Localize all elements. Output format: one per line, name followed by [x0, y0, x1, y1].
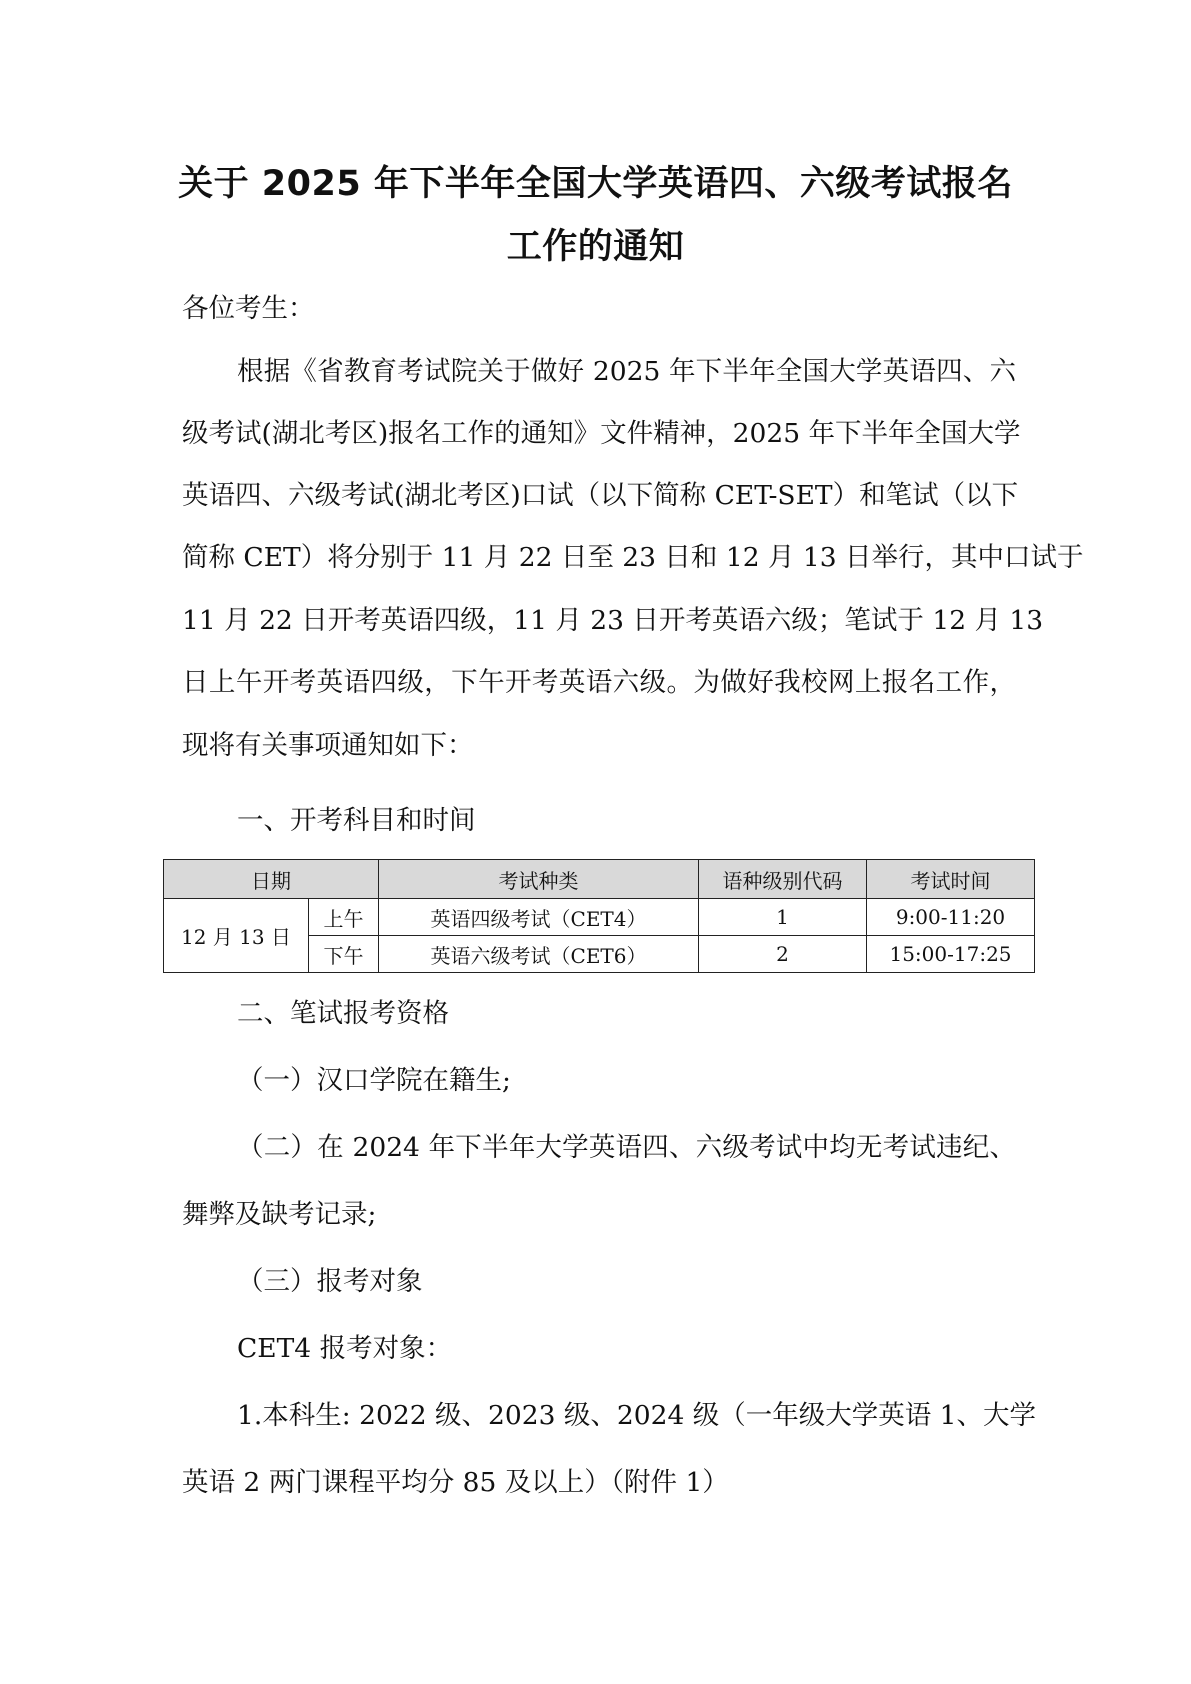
cet4-item-1-line-2: 英语 2 两门课程平均分 85 及以上）（附件 1）	[182, 1467, 729, 1498]
cet4-label: CET4 报考对象：	[237, 1333, 453, 1364]
section-1-heading: 一、开考科目和时间	[237, 805, 476, 836]
table-header-row	[164, 860, 1035, 899]
intro-line-3: 英语四、六级考试(湖北考区)口试（以下简称 CET-SET）和笔试（以下	[182, 480, 1019, 511]
intro-line-1: 根据《省教育考试院关于做好 2025 年下半年全国大学英语四、六	[237, 356, 1016, 387]
cell-level-code: 2	[699, 936, 867, 973]
exam-schedule-table	[163, 859, 1035, 973]
document-title-line-1: 关于 2025 年下半年全国大学英语四、六级考试报名	[178, 164, 1013, 204]
cell-period: 上午	[309, 899, 379, 936]
table-row	[164, 899, 1035, 936]
intro-line-7: 现将有关事项通知如下：	[182, 730, 474, 761]
cell-exam-type: 英语六级考试（CET6）	[379, 936, 699, 973]
cell-exam-time: 9:00-11:20	[867, 899, 1035, 936]
section-2-heading: 二、笔试报考资格	[237, 998, 449, 1029]
salutation: 各位考生：	[182, 293, 315, 324]
document-title-line-2: 工作的通知	[506, 227, 685, 267]
eligibility-item-3: （三）报考对象	[237, 1266, 423, 1297]
cet4-item-1-line-1: 1.本科生: 2022 级、2023 级、2024 级（一年级大学英语 1、大学	[237, 1400, 1037, 1431]
cell-period: 下午	[309, 936, 379, 973]
cell-date: 12 月 13 日	[164, 899, 309, 973]
header-exam-type: 考试种类	[379, 860, 699, 899]
cell-exam-time: 15:00-17:25	[867, 936, 1035, 973]
header-date: 日期	[164, 860, 379, 899]
eligibility-item-2-line-1: （二）在 2024 年下半年大学英语四、六级考试中均无考试违纪、	[237, 1132, 1016, 1163]
eligibility-item-1: （一）汉口学院在籍生;	[237, 1065, 511, 1096]
cell-level-code: 1	[699, 899, 867, 936]
header-level-code: 语种级别代码	[699, 860, 867, 899]
header-exam-time: 考试时间	[867, 860, 1035, 899]
intro-line-5: 11 月 22 日开考英语四级，11 月 23 日开考英语六级；笔试于 12 月 13	[182, 605, 1044, 636]
intro-line-2: 级考试(湖北考区)报名工作的通知》文件精神，2025 年下半年全国大学	[182, 418, 1021, 449]
eligibility-item-2-line-2: 舞弊及缺考记录;	[182, 1199, 377, 1230]
intro-line-4: 简称 CET）将分别于 11 月 22 日至 23 日和 12 月 13 日举行，其中口试于	[182, 542, 1084, 573]
intro-line-6: 日上午开考英语四级，下午开考英语六级。为做好我校网上报名工作，	[182, 667, 1016, 698]
cell-exam-type: 英语四级考试（CET4）	[379, 899, 699, 936]
